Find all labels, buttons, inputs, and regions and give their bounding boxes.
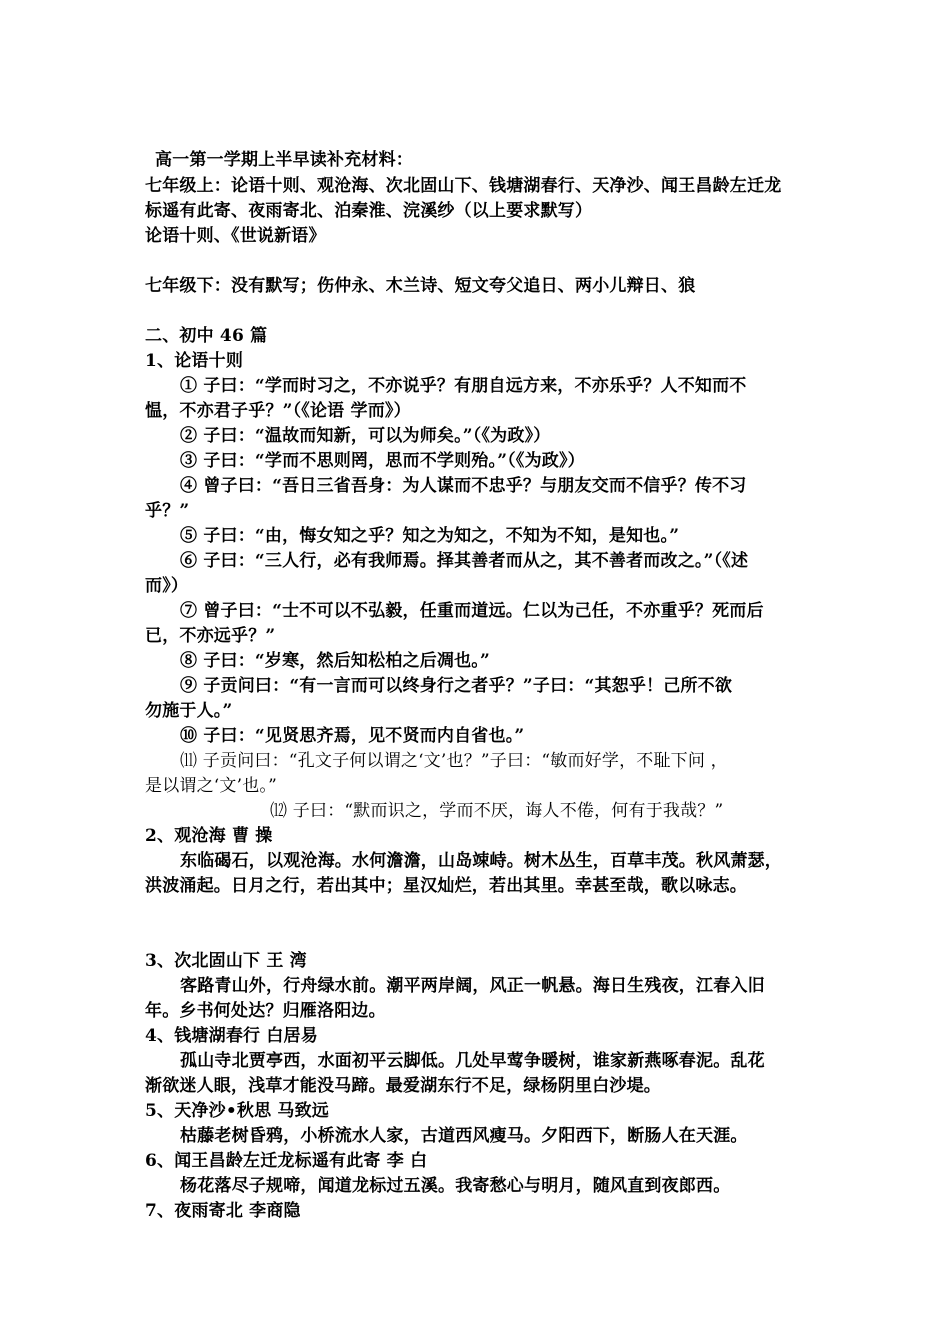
poem5-title: 5、天净沙•秋思 马致远 — [145, 1101, 330, 1121]
lunyu-line-1: ① 子曰：“学而时习之，不亦说乎？有朋自远方来，不亦乐乎？人不知而不 — [180, 376, 747, 396]
poem3-line-2: 年。乡书何处达？归雁洛阳边。 — [145, 1001, 386, 1021]
lunyu-line-18: ⑿ 子曰：“默而识之，学而不厌，诲人不倦，何有于我哉？” — [270, 801, 724, 821]
lunyu-line-11: 已，不亦远乎？” — [145, 626, 276, 646]
lunyu-line-5: ④ 曾子曰：“吾日三省吾身：为人谋而不忠乎？与朋友交而不信乎？传不习 — [180, 476, 747, 496]
poem6-line-1: 杨花落尽子规啼，闻道龙标过五溪。我寄愁心与明月，随风直到夜郎西。 — [180, 1176, 731, 1196]
grade7b-line: 七年级下：没有默写；伤仲永、木兰诗、短文夸父追日、两小儿辩日、狼 — [145, 276, 696, 296]
poem3-line-1: 客路青山外，行舟绿水前。潮平两岸阔，风正一帆悬。海日生残夜，江春入旧 — [180, 976, 765, 996]
lunyu-line-7: ⑤ 子曰：“由，悔女知之乎？知之为知之，不知为不知，是知也。” — [180, 526, 680, 546]
poem6-title: 6、闻王昌龄左迁龙标遥有此寄 李 白 — [145, 1151, 428, 1171]
lunyu-line-10: ⑦ 曾子曰：“士不可以不弘毅，任重而道远。仁以为己任，不亦重乎？死而后 — [180, 601, 764, 621]
lunyu-line-3: ② 子曰：“温故而知新，可以为师矣。”（《为政》） — [180, 426, 551, 446]
poem5-line-1: 枯藤老树昏鸦，小桥流水人家，古道西风瘦马。夕阳西下，断肠人在天涯。 — [180, 1126, 748, 1146]
lunyu-line-14: 勿施于人。” — [145, 701, 233, 721]
lunyu-line-4: ③ 子曰：“学而不思则罔，思而不学则殆。”（《为政》） — [180, 451, 585, 471]
poem3-title: 3、次北固山下 王 湾 — [145, 951, 307, 971]
poem4-line-1: 孤山寺北贾亭西，水面初平云脚低。几处早莺争暖树，谁家新燕啄春泥。乱花 — [180, 1051, 765, 1071]
lunyu-line-17: 是以谓之‘文’也。” — [145, 776, 277, 796]
doc-title: 高一第一学期上半早读补充材料： — [155, 150, 413, 170]
lunyu-line-15: ⑩ 子曰：“见贤思齐焉，见不贤而内自省也。” — [180, 726, 525, 746]
lunyu-line-8: ⑥ 子曰：“三人行，必有我师焉。择其善者而从之，其不善者而改之。”（《述 — [180, 551, 749, 571]
grade7a-line-3: 论语十则、《世说新语》 — [145, 226, 326, 246]
lunyu-line-6: 乎？” — [145, 501, 190, 521]
lunyu-line-2: 愠，不亦君子乎？”（《论语 学而》） — [145, 401, 411, 421]
section2-heading: 二、初中 46 篇 — [145, 326, 268, 346]
poem2-line-1: 东临碣石，以观沧海。水何澹澹，山岛竦峙。树木丛生，百草丰茂。秋风萧瑟， — [180, 851, 782, 871]
grade7a-line-2: 标遥有此寄、夜雨寄北、泊秦淮、浣溪纱（以上要求默写） — [145, 201, 593, 221]
poem4-title: 4、钱塘湖春行 白居易 — [145, 1026, 318, 1046]
lunyu-line-12: ⑧ 子曰：“岁寒，然后知松柏之后凋也。” — [180, 651, 490, 671]
lunyu-line-9: 而》） — [145, 576, 189, 596]
lunyu-title: 1、论语十则 — [145, 351, 244, 371]
poem2-line-2: 洪波涌起。日月之行，若出其中；星汉灿烂，若出其里。幸甚至哉，歌以咏志。 — [145, 876, 747, 896]
lunyu-line-16: ⑾ 子贡问曰：“孔文子何以谓之‘文’也？”子曰：“敏而好学，不耻下问 ， — [180, 751, 728, 771]
poem7-title: 7、夜雨寄北 李商隐 — [145, 1201, 301, 1221]
poem2-title: 2、观沧海 曹 操 — [145, 826, 273, 846]
grade7a-line-1: 七年级上：论语十则、观沧海、次北固山下、钱塘湖春行、天净沙、闻王昌龄左迁龙 — [145, 176, 782, 196]
lunyu-line-13: ⑨ 子贡问曰：“有一言而可以终身行之者乎？”子曰：“其恕乎！己所不欲 — [180, 676, 733, 696]
poem4-line-2: 渐欲迷人眼，浅草才能没马蹄。最爱湖东行不足，绿杨阴里白沙堤。 — [145, 1076, 661, 1096]
